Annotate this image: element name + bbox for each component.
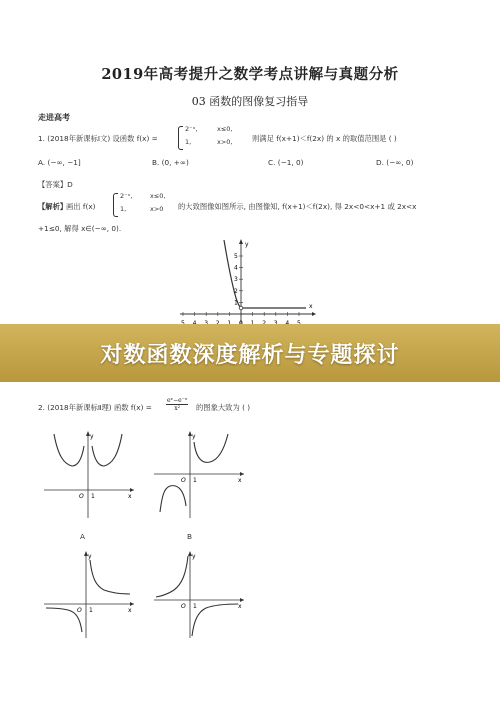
q1-option-a: A. (−∞, −1] (38, 158, 81, 167)
graph-c-right-branch (90, 560, 130, 594)
analysis-lead: 画出 f(x) (66, 202, 96, 211)
svg-text:x: x (128, 493, 132, 500)
svg-text:1: 1 (91, 493, 95, 500)
q1-prefix: 1. (2018年新课标Ⅰ文) 设函数 f(x) = (38, 134, 158, 143)
figure1-x-arrow (312, 312, 316, 316)
figure1-y-tick-label: 5 (234, 253, 238, 260)
svg-text:y: y (90, 433, 94, 440)
figure1-y-ticks (234, 253, 243, 306)
graph-d-left-branch (156, 556, 188, 597)
q2-fraction (166, 394, 188, 413)
graph-a-label: A (80, 532, 85, 541)
analysis-label: 【解析】 (38, 202, 68, 211)
q1-option-d: D. (−∞, 0) (376, 158, 414, 167)
q1-piece2-expr: 1, (185, 138, 192, 146)
figure1-x-label: x (309, 303, 313, 310)
q2-prefix: 2. (2018年新课标Ⅱ理) 函数 f(x) = (38, 403, 152, 412)
q1-suffix: 则满足 f(x+1)＜f(2x) 的 x 的取值范围是 ( ) (252, 134, 397, 143)
answer-label: 【答案】D (38, 180, 73, 189)
graph-c (42, 548, 138, 640)
svg-text:O: O (79, 493, 84, 500)
q2-numerator: eˣ−e⁻ˣ (167, 397, 188, 404)
graph-d-right-branch (192, 604, 238, 636)
figure1-y-arrow (239, 239, 243, 244)
figure1-y-tick-label: 2 (234, 287, 238, 295)
svg-text:1: 1 (193, 477, 197, 484)
graph-b-label: B (187, 532, 193, 541)
topic-banner (0, 324, 500, 382)
svg-text:1: 1 (193, 603, 197, 610)
graph-a-left-branch (54, 434, 84, 466)
svg-text:x: x (238, 477, 242, 484)
svg-text:O: O (77, 607, 82, 614)
q1-brace (178, 126, 183, 150)
svg-text:O: O (181, 477, 186, 484)
svg-text:O: O (181, 603, 186, 610)
section-label: 走进高考 (38, 113, 70, 122)
analysis-piece2-cond: x>0 (150, 205, 164, 213)
banner-text: 对数函数深度解析与专题探讨 (100, 342, 400, 368)
svg-text:1: 1 (89, 607, 93, 614)
graph-b (152, 428, 248, 520)
svg-text:x: x (238, 603, 242, 610)
figure1-y-label: y (245, 241, 249, 248)
page-title: 2019年高考提升之数学考点讲解与真题分析 (101, 66, 399, 83)
q1-piece1-cond: x≤0, (217, 125, 233, 133)
analysis-line1: 的大致图像如图所示, 由图像知, f(x+1)＜f(2x), 得 2x<0<x+1 或 2x<x (178, 202, 417, 211)
page-subtitle: 03 函数的图像复习指导 (191, 95, 309, 108)
svg-text:x: x (128, 607, 132, 614)
graph-a (42, 428, 138, 520)
q1-option-c: C. (−1, 0) (268, 158, 304, 167)
q1-piece1-expr: 2⁻ˣ, (185, 125, 198, 133)
q2-suffix: 的图象大致为 ( ) (196, 403, 251, 412)
q2-denominator: x² (174, 405, 181, 412)
figure1-y-tick-label: 1 (234, 299, 238, 307)
graph-b-right-branch (194, 434, 228, 462)
figure1-curve-exp (224, 240, 241, 308)
analysis-piece2-expr: 1, (120, 205, 127, 213)
figure1-open-point (239, 306, 243, 310)
q1-piece2-cond: x>0, (217, 138, 233, 146)
figure1-y-tick-label: 3 (234, 276, 238, 284)
figure1-y-tick-label: 4 (234, 264, 238, 272)
q1-option-b: B. (0, +∞) (152, 158, 189, 167)
analysis-brace (113, 193, 118, 217)
graph-b-left-branch (160, 486, 186, 512)
graph-a-right-branch (92, 434, 122, 466)
analysis-piece1-cond: x≤0, (150, 192, 166, 200)
analysis-line2: +1≤0, 解得 x∈(−∞, 0). (38, 224, 122, 233)
svg-text:y: y (88, 553, 92, 560)
svg-text:y: y (192, 433, 196, 440)
graph-d (152, 548, 248, 640)
analysis-piece1-expr: 2⁻ˣ, (120, 192, 133, 200)
svg-text:y: y (192, 553, 196, 560)
